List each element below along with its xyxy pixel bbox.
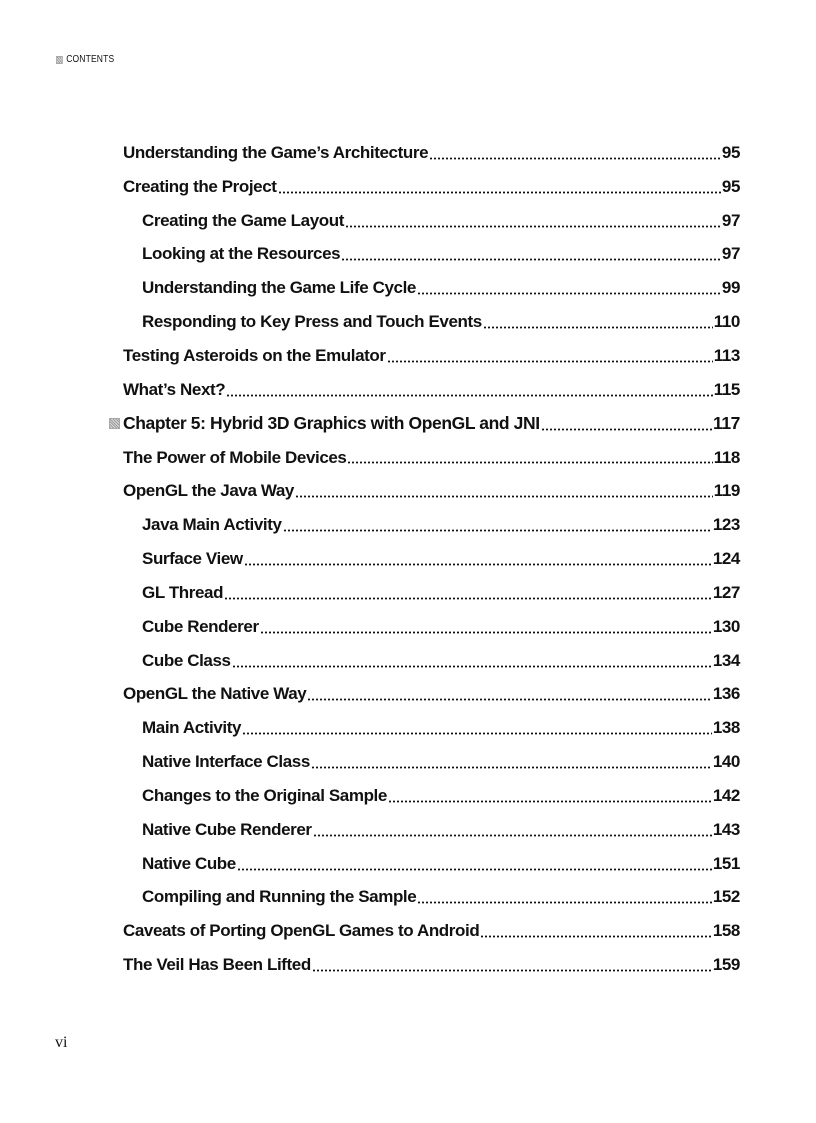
toc-entry-title: OpenGL the Native Way (123, 684, 307, 704)
toc-entry-page: 143 (712, 819, 740, 839)
toc-subentry[interactable] (123, 610, 740, 644)
toc-entry-page: 140 (712, 752, 740, 772)
toc-entry-page: 138 (712, 718, 740, 738)
toc-entry-page: 117 (712, 413, 740, 434)
dot-leader (260, 631, 712, 634)
toc-entry[interactable] (123, 914, 740, 948)
toc-entry-title: Testing Asteroids on the Emulator (123, 345, 386, 365)
toc-entry-title: Understanding the Game Life Cycle (142, 278, 416, 298)
toc-entry-title: Surface View (142, 549, 243, 569)
toc-entry-page: 151 (712, 853, 740, 873)
toc-entry-title: Native Interface Class (142, 752, 310, 772)
dot-leader (417, 292, 721, 295)
toc-entry-title: What’s Next? (123, 379, 226, 399)
toc-entry[interactable] (123, 136, 740, 170)
dot-leader (429, 157, 721, 160)
dot-leader (232, 665, 712, 668)
toc-entry-page: 130 (712, 616, 740, 636)
dot-leader (244, 563, 712, 566)
toc-entry-title: The Veil Has Been Lifted (123, 955, 311, 975)
running-head (56, 54, 114, 65)
dot-leader (311, 766, 712, 769)
dot-leader (388, 800, 712, 803)
toc-entry-page: 152 (712, 887, 740, 907)
dot-leader (283, 529, 712, 532)
dot-leader (541, 428, 712, 431)
toc-subentry[interactable] (123, 204, 740, 238)
toc-entry-page: 119 (713, 481, 740, 501)
dot-leader (312, 969, 712, 972)
toc-subentry[interactable] (123, 576, 740, 610)
toc-subentry[interactable] (123, 745, 740, 779)
toc-entry-title: Compiling and Running the Sample (142, 887, 417, 907)
dot-leader (278, 191, 721, 194)
toc-subentry[interactable] (123, 508, 740, 542)
toc-entry-page: 142 (712, 785, 740, 805)
dot-leader (307, 698, 711, 701)
toc-entry-title: Looking at the Resources (142, 244, 341, 264)
toc-entry-page: 95 (721, 142, 740, 162)
toc-subentry[interactable] (123, 779, 740, 813)
table-of-contents (123, 136, 740, 982)
toc-entry-page: 99 (721, 278, 740, 298)
dot-leader (417, 901, 712, 904)
toc-entry-page: 159 (712, 955, 740, 975)
dot-leader (226, 394, 713, 397)
toc-subentry[interactable] (123, 271, 740, 305)
toc-chapter-entry[interactable] (123, 407, 740, 441)
toc-subentry[interactable] (123, 238, 740, 272)
toc-entry-title: The Power of Mobile Devices (123, 447, 347, 467)
toc-subentry[interactable] (123, 711, 740, 745)
dot-leader (347, 461, 712, 464)
dot-leader (313, 834, 712, 837)
toc-subentry[interactable] (123, 644, 740, 678)
toc-entry-title: Native Cube Renderer (142, 819, 312, 839)
toc-subentry[interactable] (123, 305, 740, 339)
toc-entry-title: Caveats of Porting OpenGL Games to Android (123, 921, 480, 941)
toc-entry-page: 158 (712, 921, 740, 941)
toc-entry-page: 134 (712, 650, 740, 670)
section-marker-icon (56, 56, 63, 64)
toc-chapter-title: Chapter 5: Hybrid 3D Graphics with OpenGL and JNI (123, 413, 540, 434)
toc-entry-title: Creating the Project (123, 176, 277, 196)
toc-entry-page: 113 (713, 345, 740, 365)
toc-entry-title: Creating the Game Layout (142, 210, 344, 230)
toc-entry-title: GL Thread (142, 582, 224, 602)
toc-subentry[interactable] (123, 813, 740, 847)
toc-entry-page: 127 (712, 582, 740, 602)
toc-entry[interactable] (123, 474, 740, 508)
toc-subentry[interactable] (123, 847, 740, 881)
dot-leader (242, 732, 712, 735)
dot-leader (483, 326, 713, 329)
toc-entry[interactable] (123, 678, 740, 712)
toc-entry-title: Understanding the Game’s Architecture (123, 142, 429, 162)
toc-entry[interactable] (123, 170, 740, 204)
toc-entry-page: 115 (713, 379, 740, 399)
dot-leader (295, 495, 713, 498)
toc-entry-title: Cube Class (142, 650, 231, 670)
toc-entry[interactable] (123, 339, 740, 373)
dot-leader (237, 868, 712, 871)
toc-entry-title: OpenGL the Java Way (123, 481, 294, 501)
toc-entry-page: 136 (712, 684, 740, 704)
dot-leader (480, 935, 712, 938)
dot-leader (341, 258, 721, 261)
toc-entry-title: Cube Renderer (142, 616, 259, 636)
dot-leader (224, 597, 712, 600)
chapter-marker-icon (109, 418, 120, 429)
running-head-label: CONTENTS (66, 54, 115, 65)
toc-entry-page: 123 (712, 515, 740, 535)
toc-entry-title: Main Activity (142, 718, 242, 738)
toc-subentry[interactable] (123, 881, 740, 915)
toc-subentry[interactable] (123, 542, 740, 576)
toc-entry-page: 95 (721, 176, 740, 196)
toc-entry-title: Responding to Key Press and Touch Events (142, 312, 482, 332)
toc-entry-page: 118 (713, 447, 740, 467)
toc-entry-page: 124 (712, 549, 740, 569)
dot-leader (345, 225, 721, 228)
toc-entry[interactable] (123, 948, 740, 982)
toc-entry-page: 110 (713, 312, 740, 332)
toc-entry-title: Native Cube (142, 853, 236, 873)
toc-entry[interactable] (123, 441, 740, 475)
page-number: vi (55, 1034, 68, 1051)
toc-entry-title: Changes to the Original Sample (142, 785, 387, 805)
toc-entry-page: 97 (721, 244, 740, 264)
toc-entry-title: Java Main Activity (142, 515, 282, 535)
dot-leader (387, 360, 713, 363)
toc-entry-page: 97 (721, 210, 740, 230)
toc-entry[interactable] (123, 373, 740, 407)
